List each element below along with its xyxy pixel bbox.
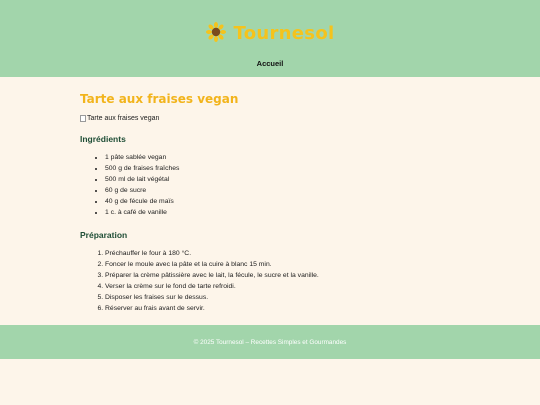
preparation-step: 4. Verser la crème sur le fond de tarte refroidi. — [105, 281, 540, 292]
site-brand[interactable] — [0, 22, 540, 44]
sunflower-icon — [206, 22, 226, 42]
footer-text: © 2025 Tournesol – Recettes Simples et Gourmandes — [193, 338, 347, 346]
site-header — [0, 0, 540, 77]
ingredient-item: • 1 c. à café de vanille — [105, 207, 540, 218]
ingredient-item: • 40 g de fécule de maïs — [105, 196, 540, 207]
ingredients-list — [80, 152, 540, 218]
recipe-title: Tarte aux fraises vegan — [80, 92, 239, 106]
brand-name: Tournesol — [233, 23, 335, 44]
preparation-step: 1. Préchauffer le four à 180 °C. — [105, 248, 540, 259]
recipe-image — [80, 115, 540, 122]
recipe-image-alt: Tarte aux fraises vegan — [87, 115, 160, 122]
ingredient-item: • 1 pâte sablée vegan — [105, 152, 540, 163]
main-nav — [0, 59, 540, 68]
preparation-heading: Préparation — [80, 230, 128, 240]
nav-link-accueil[interactable]: Accueil — [256, 59, 284, 68]
ingredient-item: • 500 g de fraises fraîches — [105, 163, 540, 174]
preparation-step: 3. Préparer la crème pâtissière avec le lait, la fécule, le sucre et la vanille. — [105, 270, 540, 281]
preparation-steps — [80, 248, 540, 314]
preparation-step: 5. Disposer les fraises sur le dessus. — [105, 292, 540, 303]
preparation-step: 6. Réserver au frais avant de servir. — [105, 303, 540, 314]
ingredient-item: • 500 ml de lait végétal — [105, 174, 540, 185]
broken-image-icon — [80, 115, 86, 122]
site-footer — [0, 325, 540, 359]
recipe-content — [0, 77, 540, 314]
ingredients-heading: Ingrédients — [80, 134, 126, 144]
preparation-step: 2. Foncer le moule avec la pâte et la cuire à blanc 15 min. — [105, 259, 540, 270]
ingredient-item: • 60 g de sucre — [105, 185, 540, 196]
